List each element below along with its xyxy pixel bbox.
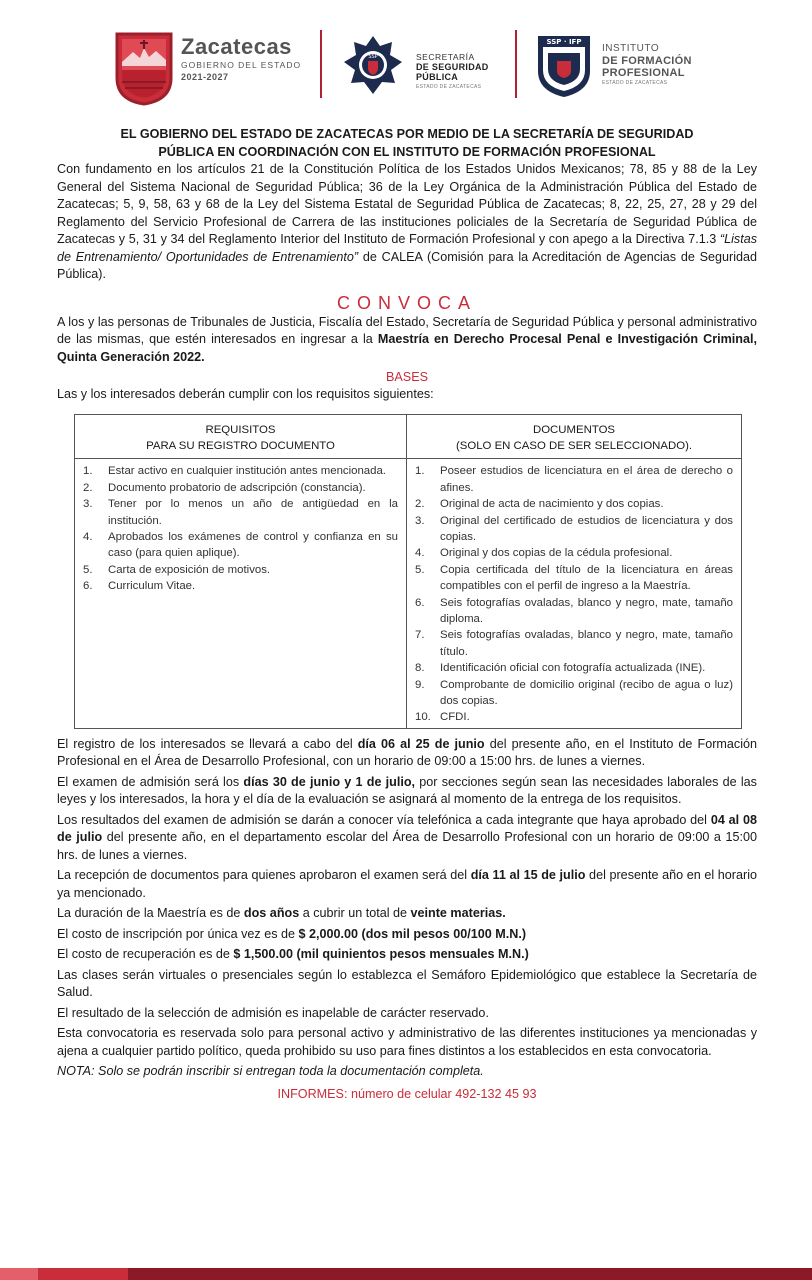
documento-item [415,595,733,628]
requisito-item [83,463,398,479]
inscripcion-text: El costo de inscripción por única vez es de [57,926,299,941]
recuperacion-cost: $ 1,500.00 (mil quinientos pesos mensuales M.N.) [233,947,529,962]
list-item-text: Carta de exposición de motivos. [108,563,271,576]
zacatecas-emblem-icon [113,30,175,106]
police-star-icon [340,34,406,98]
zacatecas-logo [113,30,323,108]
list-item-number: 5. [83,563,93,576]
list-item-text: Copia certificada del título de la licenciatura en áreas compatibles con el perfil de ingreso a la Maestría. [440,563,733,593]
documentos-header [407,414,742,459]
duracion-subjects: veinte materias. [410,906,506,921]
examen-text-end: por secciones según sean las necesidades laborales de las leyes y los interesados, la hora y el día de la evaluación se asignará al momento de la entrega de los requisitos. [57,774,757,807]
footer-bar-segment [38,1268,128,1280]
documento-item [415,545,733,561]
intro-paragraph [57,161,757,284]
documento-item [415,513,733,546]
list-item-number: 2. [83,481,93,494]
list-item-number: 4. [83,530,93,543]
footer-bar-segment [128,1268,812,1280]
header-divider [515,30,517,98]
ssp-line2: DE SEGURIDAD [416,62,489,72]
resultados-text: Los resultados del examen de admisión se darán a conocer vía telefónica a cada integrante que haya aprobado del [57,812,711,827]
requisitos-header [75,414,407,459]
footer-bar-segment [0,1268,38,1280]
list-item-text: CFDI. [440,711,470,724]
examen-paragraph [57,774,757,809]
requisito-item [83,578,398,594]
document-title [57,126,757,161]
list-item-text: Comprobante de domicilio original (recibo de agua o luz) dos copias. [440,678,733,707]
list-item-number: 3. [83,498,93,511]
list-item-text: Documento probatorio de adscripción (constancia). [108,481,366,494]
list-item-number: 5. [415,563,425,576]
list-item-text: Curriculum Vitae. [108,580,196,593]
list-item-number: 7. [415,629,425,642]
ssp-line1: SECRETARÍA [416,52,475,62]
registro-text: El registro de los interesados se llevará a cabo del [57,736,358,751]
zacatecas-years: 2021-2027 [181,72,229,82]
list-item-number: 8. [415,662,425,675]
duracion-text: La duración de la Maestría es de [57,906,244,921]
intro-directive-title: “Listas de Entrenamiento/ Oportunidades de Entrenamiento” [57,232,757,264]
documento-item [415,562,733,595]
requisito-item [83,529,398,562]
list-item-text: Original y dos copias de la cédula profesional. [440,547,673,560]
recepcion-paragraph [57,867,757,902]
list-item-number: 6. [83,580,93,593]
ssp-line3: PÚBLICA [416,72,459,82]
informes-contact: INFORMES: número de celular 492-132 45 93 [277,1086,537,1101]
requirements-table [74,414,742,729]
intro-text: Con fundamento en los artículos 21 de la Constitución Política de los Estados Unidos Mexicanos; 78, 85 y 88 de la Ley General del Sistema Nacional de Seguridad Pública; 36 de la Ley Orgánica de la Administración Pública del Estado de Zacatecas; 5, 9, 58, 63 y 68 de la Ley del Sistema Estatal de Seguridad Pública de Zacatecas; 8, 22, 25, 27, 28 y 29 del Reglamento del Servicio Profesional de Carrera de las instituciones policiales de la Secretaría de Seguridad Pública de Zacatecas y 5, 31 y 34 del Reglamento Interior del Instituto de Formación Profesional y con apego a la Directiva 7.1.3 [57,162,757,246]
list-item-text: Identificación oficial con fotografía actualizada (INE). [440,662,706,675]
table-body-row [75,459,742,729]
recuperacion-text: El costo de recuperación es de [57,947,234,962]
documento-item [415,677,733,710]
list-item-number: 10. [415,711,431,724]
audience-text: A los y las personas de Tribunales de Justicia, Fiscalía del Estado, Secretaría de Seguridad Pública y personal administrativo de las mismas, que estén interesados en ingresar a la [57,314,757,346]
requisitos-cell [75,459,407,729]
list-item-number: 9. [415,678,425,691]
list-item-text: Aprobados los exámenes de control y confianza en su caso (para quien aplique). [108,530,398,560]
table-header-row [75,414,742,459]
ifp-logo [535,33,715,101]
ifp-badge-text: SSP · IFP [546,38,582,46]
note: NOTA: Solo se podrán inscribir si entregan toda la documentación completa. [57,1064,484,1079]
resultados-text-end: del presente año, en el departamento escolar del Área de Desarrollo Profesional con un horario de 09:00 a 15:00 hrs. de lunes a viernes. [57,830,758,862]
list-item-text: Original del certificado de estudios de licenciatura y dos copias. [440,514,733,543]
examen-dates: días 30 de junio y 1 de julio, [243,774,416,789]
ssp-logo [340,34,510,98]
list-item-text: Tener por lo menos un año de antigüedad en la institución. [108,498,398,527]
intro-text-end: de CALEA (Comisión para la Acreditación de Agencias de Seguridad Pública). [57,249,758,281]
inscripcion-paragraph [57,926,757,944]
ifp-line2: DE FORMACIÓN [602,55,692,67]
program-name: Maestría en Derecho Procesal Penal e Investigación Criminal, Quinta Generación 2022. [57,332,757,364]
recepcion-text-end: del presente año en el horario ya mencionado. [57,868,758,900]
documento-item [415,496,733,512]
ifp-line3: PROFESIONAL [602,67,685,79]
audience-paragraph [57,314,757,367]
duracion-text-mid: a cubrir un total de [299,906,411,921]
bases-heading: BASES [386,370,428,384]
ssp-line4: ESTADO DE ZACATECAS [416,84,482,90]
documento-item [415,709,733,725]
recuperacion-paragraph [57,946,757,964]
header-divider [320,30,322,98]
requisito-item [83,496,398,529]
list-item-number: 4. [415,547,425,560]
ifp-line1: INSTITUTO [602,43,660,54]
duracion-years: dos años [243,906,300,921]
list-item-text: Estar activo en cualquier institución antes mencionada. [108,465,386,478]
resultados-dates: 04 al 08 de julio [57,812,757,845]
document-body [57,126,757,1103]
documentos-header-line1: DOCUMENTOS [532,423,616,436]
list-item-number: 1. [415,465,425,478]
footer-color-bar [0,1268,812,1280]
resultados-paragraph [57,812,757,865]
reservada-paragraph: Esta convocatoria es reservada solo para personal activo y administrativo de las diferentes instituciones ya mencionadas y ajena a cualquier partido político, queda prohibido su uso para fines distintos a los establecidos en esta convocatoria. [57,1026,757,1058]
resultado-paragraph: El resultado de la selección de admisión es inapelable de carácter reservado. [57,1005,489,1020]
clases-paragraph: Las clases serán virtuales o presenciales según lo establezca el Semáforo Epidemiológico que establece la Secretaría de Salud. [57,967,757,1000]
documento-item [415,660,733,676]
title-line2: PÚBLICA EN COORDINACIÓN CON EL INSTITUTO DE FORMACIÓN PROFESIONAL [158,144,656,159]
recepcion-text: La recepción de documentos para quienes aprobaron el examen será del [57,868,471,883]
requisitos-header-line1: REQUISITOS [205,423,276,436]
registro-text-end: del presente año, en el Instituto de Formación Profesional en el Área de Desarrollo Profesional, con un horario de 09:00 a 15:00 hrs. de lunes a viernes. [57,736,757,769]
list-item-number: 3. [415,514,425,527]
requisito-item [83,562,398,578]
zacatecas-name: Zacatecas [181,34,292,59]
ifp-line4: ESTADO DE ZACATECAS [602,80,668,86]
convoca-heading: CONVOCA [336,292,477,313]
documentos-header-line2: (SOLO EN CASO DE SER SELECCIONADO). [455,439,693,452]
title-line1: EL GOBIERNO DEL ESTADO DE ZACATECAS POR MEDIO DE LA SECRETARÍA DE SEGURIDAD [120,127,694,141]
list-item-text: Original de acta de nacimiento y dos copias. [440,498,664,511]
ifp-shield-icon [535,33,593,99]
recepcion-dates: día 11 al 15 de julio [470,868,586,883]
list-item-number: 6. [415,596,425,609]
documentos-cell [407,459,742,729]
zacatecas-subtitle: GOBIERNO DEL ESTADO [181,60,302,70]
documento-item [415,463,733,496]
requisitos-list [75,459,406,596]
registro-dates: día 06 al 25 de junio [357,736,485,751]
ssp-badge-text: SSP [368,54,378,60]
bases-intro: Las y los interesados deberán cumplir con los requisitos siguientes: [57,387,434,401]
header [0,0,812,120]
list-item-text: Poseer estudios de licenciatura en el área de derecho o afines. [440,465,733,494]
examen-text: El examen de admisión será los [57,774,244,789]
list-item-text: Seis fotografías ovaladas, blanco y negro, mate, tamaño diploma. [440,596,733,625]
list-item-number: 2. [415,498,425,511]
duracion-paragraph [57,905,757,923]
registro-paragraph [57,736,757,771]
list-item-text: Seis fotografías ovaladas, blanco y negro, mate, tamaño título. [440,629,733,658]
list-item-number: 1. [83,465,93,478]
requisitos-header-line2: PARA SU REGISTRO DOCUMENTO [146,439,335,452]
documento-item [415,627,733,660]
documentos-list [407,459,741,728]
inscripcion-cost: $ 2,000.00 (dos mil pesos 00/100 M.N.) [298,926,527,941]
requisito-item [83,480,398,496]
